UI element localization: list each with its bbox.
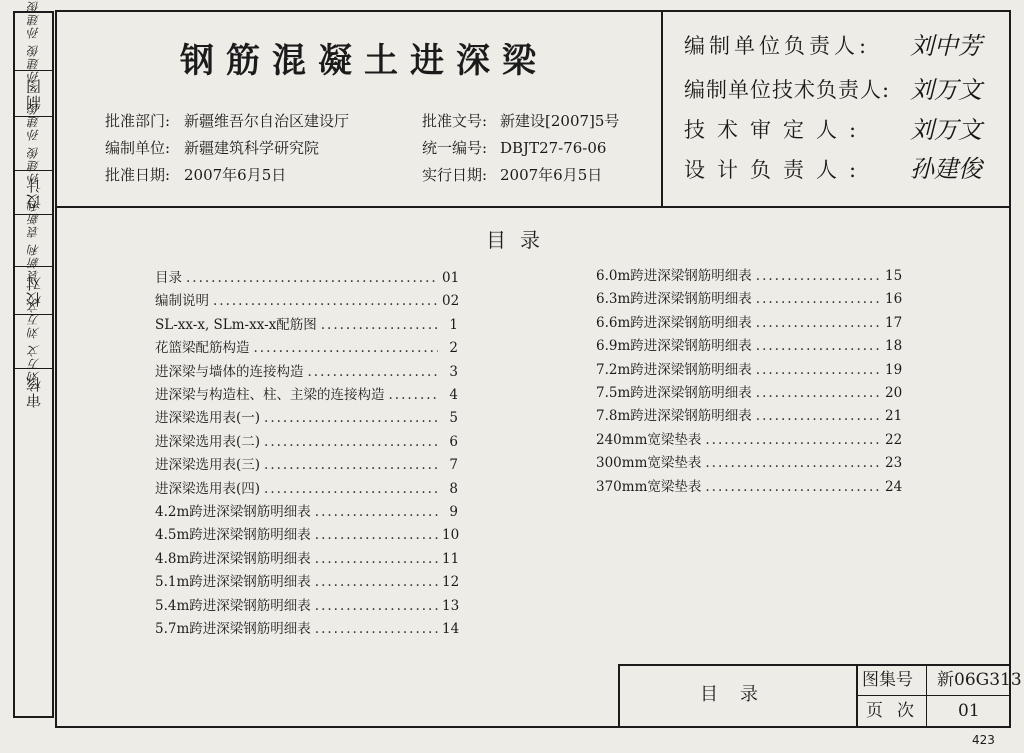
- toc-entry-label: 进深梁与构造柱、柱、主梁的连接构造: [155, 387, 385, 403]
- toc-entry-label: 6.6m跨进深梁钢筋明细表: [596, 314, 752, 331]
- toc-entry: [155, 529, 458, 543]
- toc-entry: [155, 433, 458, 450]
- toc-entry-page: 9: [449, 504, 458, 520]
- page-number: 423: [972, 733, 995, 747]
- toc-entry: [155, 623, 458, 637]
- toc-leader-dots: [705, 457, 881, 471]
- compiler-label: 编制单位:: [105, 139, 171, 157]
- toc-entry: [155, 295, 458, 309]
- page-value: 01: [958, 701, 980, 721]
- toc-entry: [596, 387, 901, 401]
- strip-signature: 孙建俊 孙建俊: [26, 0, 41, 83]
- toc-entry-label: 5.4m跨进深梁钢筋明细表: [155, 597, 311, 614]
- toc-entry-page: 11: [442, 550, 460, 567]
- toc-entry: [155, 272, 458, 286]
- atlas-no-label: 图集号: [862, 670, 913, 690]
- toc-entry: [155, 480, 458, 497]
- toc-entry-page: 14: [442, 621, 460, 637]
- toc-leader-dots: [756, 364, 881, 378]
- toc-entry-label: 4.2m跨进深梁钢筋明细表: [155, 504, 311, 520]
- toc-entry-label: 4.8m跨进深梁钢筋明细表: [155, 550, 311, 567]
- toc-entry-label: 4.5m跨进深梁钢筋明细表: [155, 527, 311, 544]
- strip-signature: 刘万文 刘万文: [26, 300, 41, 383]
- toc-entry: [596, 431, 903, 448]
- toc-leader-dots: [254, 342, 439, 356]
- atlas-no: 新06G313: [937, 670, 1022, 690]
- toc-leader-dots: [308, 366, 439, 380]
- toc-entry: [155, 316, 458, 333]
- toc-entry-label: 进深梁选用表(三): [155, 457, 261, 474]
- toc-entry-page: 13: [442, 597, 460, 614]
- effective-date: 2007年6月5日: [500, 166, 603, 184]
- toc-entry: [596, 478, 903, 495]
- toc-entry: [155, 389, 458, 403]
- toc-entry-page: 18: [885, 338, 903, 355]
- toc-entry-page: 16: [885, 291, 903, 308]
- toc-entry-page: 02: [442, 293, 460, 310]
- toc-entry: [596, 457, 901, 471]
- toc-leader-dots: [264, 412, 438, 426]
- toc-entry-label: 编制说明: [155, 293, 209, 310]
- toc-entry-label: 花篮梁配筋构造: [155, 340, 250, 357]
- toc-leader-dots: [264, 436, 438, 450]
- toc-entry-page: 6: [449, 433, 458, 450]
- toc-entry: [155, 412, 458, 426]
- toc-entry-page: 7: [449, 457, 458, 474]
- signature-reviewer: 刘万文: [910, 116, 982, 144]
- toc-leader-dots: [186, 272, 438, 286]
- toc-leader-dots: [264, 459, 438, 473]
- toc-entry-page: 01: [442, 270, 460, 286]
- toc-entry: [155, 550, 460, 567]
- toc-leader-dots: [705, 481, 881, 495]
- resp-label-unit-head: 编制单位负责人:: [684, 34, 871, 58]
- signature-tech-head: 刘万文: [910, 76, 982, 104]
- toc-leader-dots: [756, 293, 881, 307]
- toc-entry-page: 22: [885, 431, 903, 448]
- toc-leader-dots: [756, 410, 881, 424]
- toc-entry-label: 进深梁选用表(一): [155, 410, 261, 427]
- toc-leader-dots: [756, 270, 881, 284]
- toc-leader-dots: [315, 600, 438, 614]
- toc-entry-page: 17: [885, 314, 903, 331]
- toc-entry-page: 24: [885, 478, 903, 495]
- toc-entry-label: 7.5m跨进深梁钢筋明细表: [596, 385, 752, 401]
- toc-leader-dots: [315, 529, 438, 543]
- toc-title: 目录: [486, 228, 554, 252]
- toc-entry: [596, 270, 901, 284]
- page-label: 页次: [866, 701, 928, 721]
- toc-entry-page: 19: [885, 361, 903, 378]
- toc-entry: [155, 597, 460, 614]
- toc-leader-dots: [264, 483, 438, 497]
- unified-no-label: 统一编号:: [422, 139, 488, 157]
- toc-entry-page: 1: [449, 316, 458, 333]
- approval-no: 新建设[2007]5号: [500, 112, 620, 130]
- toc-entry-label: 进深梁选用表(四): [155, 480, 261, 497]
- strip-label-design: 设计: [24, 176, 43, 209]
- signature-design-head: 孙建俊: [910, 155, 982, 183]
- strip-label-review: 审核: [24, 375, 43, 408]
- sheet-title: 目录: [700, 684, 780, 705]
- toc-leader-dots: [756, 317, 881, 331]
- toc-entry-page: 2: [449, 340, 458, 357]
- toc-entry-page: 3: [449, 363, 458, 380]
- toc-entry: [596, 410, 901, 424]
- toc-leader-dots: [315, 553, 438, 567]
- strip-label-drawing: 制图: [24, 77, 43, 110]
- toc-entry-label: 300mm宽梁垫表: [596, 455, 702, 472]
- toc-entry-page: 15: [885, 268, 903, 284]
- toc-leader-dots: [315, 506, 438, 520]
- toc-entry: [155, 363, 458, 380]
- toc-entry-label: 240mm宽梁垫表: [596, 431, 702, 448]
- toc-entry: [596, 293, 901, 307]
- toc-leader-dots: [321, 319, 438, 333]
- toc-entry-page: 12: [442, 574, 460, 591]
- toc-entry: [596, 314, 903, 331]
- toc-leader-dots: [756, 387, 881, 401]
- toc-entry-page: 4: [449, 387, 458, 403]
- toc-entry: [155, 576, 458, 590]
- approval-date-label: 批准日期:: [105, 166, 171, 184]
- toc-entry-label: SL-xx-x, SLm-xx-x配筋图: [155, 316, 317, 333]
- toc-leader-dots: [213, 295, 438, 309]
- resp-label-tech-head: 编制单位技术负责人:: [684, 78, 891, 102]
- strip-label-check: 校对: [24, 274, 43, 307]
- toc-entry-label: 6.0m跨进深梁钢筋明细表: [596, 268, 752, 284]
- toc-leader-dots: [389, 389, 439, 403]
- approval-dept: 新疆维吾尔自治区建设厅: [184, 112, 350, 130]
- toc-entry-label: 6.3m跨进深梁钢筋明细表: [596, 291, 752, 308]
- toc-leader-dots: [705, 434, 881, 448]
- toc-leader-dots: [756, 340, 881, 354]
- resp-label-design-head: 设计负责人:: [684, 158, 869, 182]
- toc-entry-label: 7.8m跨进深梁钢筋明细表: [596, 408, 752, 425]
- toc-entry: [596, 361, 903, 378]
- toc-entry-page: 21: [885, 408, 903, 425]
- toc-entry-page: 10: [442, 527, 460, 544]
- toc-entry-label: 进深梁与墙体的连接构造: [155, 363, 304, 380]
- toc-entry-page: 8: [449, 480, 458, 497]
- toc-entry-page: 5: [449, 410, 458, 427]
- toc-entry: [155, 459, 458, 473]
- toc-entry-label: 7.2m跨进深梁钢筋明细表: [596, 361, 752, 378]
- toc-entry-label: 370mm宽梁垫表: [596, 478, 702, 495]
- signature-unit-head: 刘中芳: [910, 32, 982, 60]
- toc-entry: [596, 340, 901, 354]
- effective-date-label: 实行日期:: [422, 166, 488, 184]
- toc-entry: [155, 342, 458, 356]
- strip-signature: 孙建俊 孙建俊: [26, 102, 41, 185]
- strip-signature: 袁新利 袁新利: [26, 199, 41, 282]
- toc-entry-page: 23: [885, 455, 903, 472]
- approval-date: 2007年6月5日: [184, 166, 287, 184]
- compiler: 新疆建筑科学研究院: [184, 139, 320, 157]
- toc-entry-label: 5.7m跨进深梁钢筋明细表: [155, 621, 311, 637]
- toc-entry-label: 进深梁选用表(二): [155, 433, 261, 450]
- toc-entry-label: 目录: [155, 270, 182, 286]
- page-title: 钢筋混凝土进深梁: [180, 41, 548, 81]
- toc-entry-label: 5.1m跨进深梁钢筋明细表: [155, 574, 311, 591]
- approval-no-label: 批准文号:: [422, 112, 488, 130]
- toc-entry-page: 20: [885, 385, 903, 401]
- toc-entry-label: 6.9m跨进深梁钢筋明细表: [596, 338, 752, 355]
- resp-label-reviewer: 技术审定人:: [684, 118, 869, 142]
- toc-leader-dots: [315, 576, 438, 590]
- toc-entry: [155, 506, 458, 520]
- approval-dept-label: 批准部门:: [105, 112, 171, 130]
- toc-leader-dots: [315, 623, 438, 637]
- unified-no: DBJT27-76-06: [500, 139, 607, 157]
